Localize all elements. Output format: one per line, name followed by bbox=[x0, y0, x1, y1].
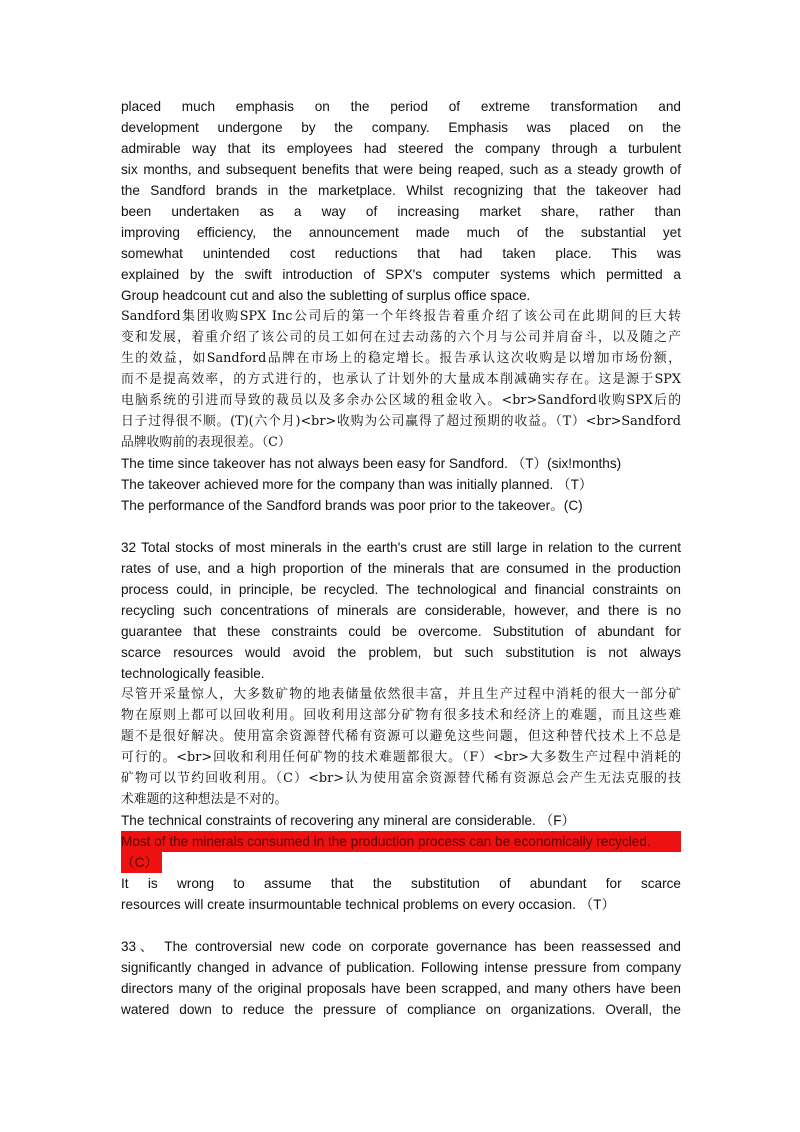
text-line: 电脑系统的引进而导致的裁员以及多余办公区域的租金收入。<br>Sandford收购SPX后的 bbox=[121, 393, 681, 408]
text-line: placed much emphasis on the period of extreme transformation and bbox=[121, 99, 681, 114]
text-line: 33、 The controversial new code on corporate governance has been reassessed and bbox=[121, 939, 681, 954]
text-line: 变和发展，着重介绍了该公司的员工如何在过去动荡的六个月与公司并肩奋斗，以及随之产 bbox=[121, 330, 681, 345]
text-line: 32 Total stocks of most minerals in the earth's crust are still large in relation to the current bbox=[121, 540, 681, 555]
paragraph-gap bbox=[121, 516, 681, 537]
text-line: scarce resources would avoid the problem, but such substitution is not always bbox=[121, 645, 681, 660]
text-line: technologically feasible. bbox=[121, 666, 265, 681]
text-line: explained by the swift introduction of SPX's computer systems which permitted a bbox=[121, 267, 681, 282]
text-line: 生的效益，如Sandford品牌在市场上的稳定增长。报告承认这次收购是以增加市场份额， bbox=[121, 351, 681, 366]
text-line: guarantee that these constraints could be overcome. Substitution of abundant for bbox=[121, 624, 681, 639]
text-line: 尽管开采量惊人，大多数矿物的地表储量依然很丰富，并且生产过程中消耗的很大一部分矿 bbox=[121, 687, 681, 702]
passage-31-statements bbox=[121, 453, 681, 516]
text-line: 日子过得很不顺。(T)(六个月)<br>收购为公司赢得了超过预期的收益。（T）<br>Sandford bbox=[121, 414, 681, 429]
document-page bbox=[121, 96, 681, 1020]
statement-32-2-highlighted: Most of the minerals consumed in the production process can be economically recycled. bbox=[121, 831, 681, 852]
text-line: development undergone by the company. Emphasis was placed on the bbox=[121, 120, 681, 135]
statement-32-1: The technical constraints of recovering any mineral are considerable. （F） bbox=[121, 813, 576, 828]
statement-32-3 bbox=[121, 873, 681, 915]
text-line: Group headcount cut and also the subletting of surplus office space. bbox=[121, 288, 531, 303]
statement-32-2-highlighted-answer: （C） bbox=[121, 852, 162, 873]
text-line: Sandford集团收购SPX Inc公司后的第一个年终报告着重介绍了该公司在此期间的巨大转 bbox=[121, 309, 681, 324]
text-line: 术难题的这种想法是不对的。 bbox=[121, 792, 288, 807]
statement-31-2: The takeover achieved more for the company than was initially planned. （T） bbox=[121, 477, 593, 492]
text-line: process could, in principle, be recycled. The technological and financial constraints on bbox=[121, 582, 681, 597]
passage-33-english bbox=[121, 936, 681, 1020]
text-line: six months, and subsequent benefits that were being reaped, such as a steady growth of bbox=[121, 162, 681, 177]
statement-31-1: The time since takeover has not always been easy for Sandford. （T）(six!months) bbox=[121, 456, 622, 471]
text-line: It is wrong to assume that the substitution of abundant for scarce bbox=[121, 876, 681, 891]
text-line: 品牌收购前的表现很差。（C） bbox=[121, 435, 291, 450]
text-line: 物在原则上都可以回收利用。回收利用这部分矿物有很多技术和经济上的难题，而且这些难 bbox=[121, 708, 681, 723]
passage-32-statements bbox=[121, 810, 681, 915]
text-line: rates of use, and a high proportion of the minerals that are consumed in the production bbox=[121, 561, 681, 576]
passage-32-chinese bbox=[121, 684, 681, 810]
statement-31-3: The performance of the Sandford brands was poor prior to the takeover。(C) bbox=[121, 498, 583, 513]
text-line: significantly changed in advance of publication. Following intense pressure from company bbox=[121, 960, 681, 975]
text-line: the Sandford brands in the marketplace. Whilst recognizing that the takeover had bbox=[121, 183, 681, 198]
text-line: 题不是很好解决。使用富余资源替代稀有资源可以避免这些问题，但这种替代技术上不总是 bbox=[121, 729, 681, 744]
paragraph-gap bbox=[121, 915, 681, 936]
text-line: recycling such concentrations of minerals are considerable, however, and there is no bbox=[121, 603, 681, 618]
text-line: somewhat unintended cost reductions that had taken place. This was bbox=[121, 246, 681, 261]
text-line: improving efficiency, the announcement made much of the substantial yet bbox=[121, 225, 681, 240]
passage-31-chinese bbox=[121, 306, 681, 453]
passage-32-english bbox=[121, 537, 681, 684]
text-line: directors many of the original proposals have been scrapped, and many others have been bbox=[121, 981, 681, 996]
passage-31-english bbox=[121, 96, 681, 306]
text-line: been undertaken as a way of increasing market share, rather than bbox=[121, 204, 681, 219]
text-line: 矿物可以节约回收利用。（C）<br>认为使用富余资源替代稀有资源总会产生无法克服的技 bbox=[121, 771, 681, 786]
text-line: resources will create insurmountable technical problems on every occasion. （T） bbox=[121, 897, 616, 912]
text-line: admirable way that its employees had steered the company through a turbulent bbox=[121, 141, 681, 156]
text-line: 而不是提高效率，的方式进行的，也承认了计划外的大量成本削减确实存在。这是源于SPX bbox=[121, 372, 681, 387]
text-line: watered down to reduce the pressure of compliance on organizations. Overall, the bbox=[121, 1002, 681, 1017]
text-line: 可行的。<br>回收和利用任何矿物的技术难题都很大。（F）<br>大多数生产过程中消耗的 bbox=[121, 750, 681, 765]
